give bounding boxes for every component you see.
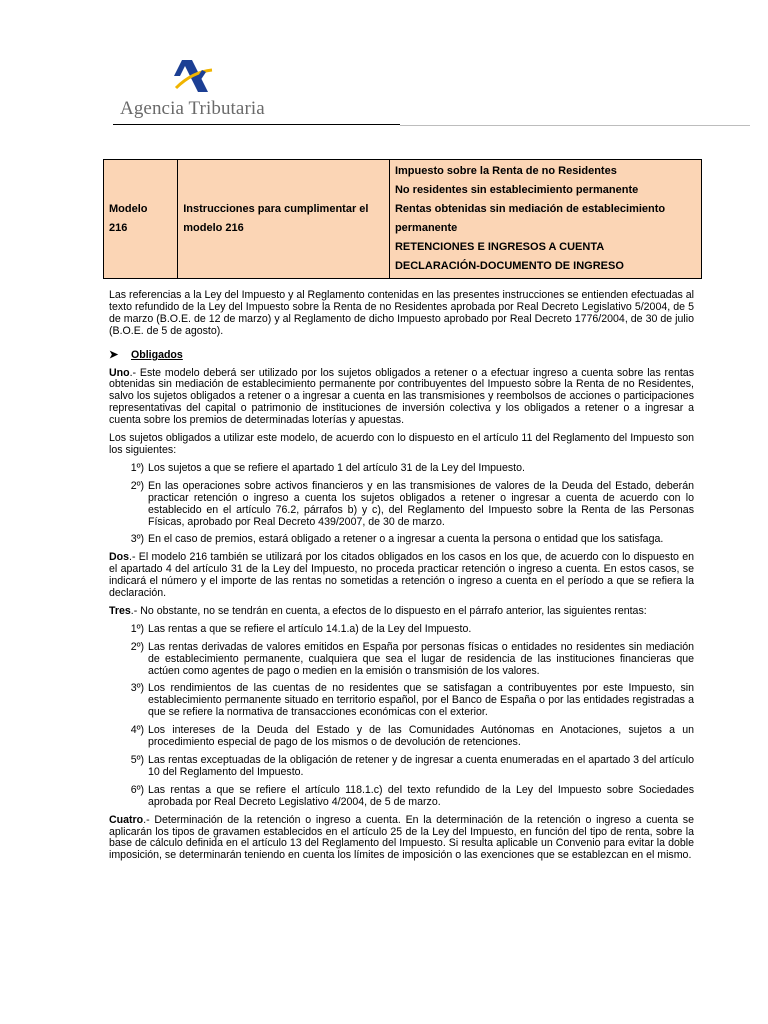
intro-paragraph: Las referencias a la Ley del Impuesto y al Reglamento contenidas en las presentes instrucciones se entienden efectuadas al texto refundido de la Ley del Impuesto sobre la Renta de no Residentes aprobada por Real Decreto Legislativo 5/2004, de 5 de marzo (B.O.E. de 12 de marzo) y al Reglamento de dicho Impuesto aprobado por Real Decreto 1776/2004, de 30 de julio (B.O.E. de 5 de agosto). (109, 289, 694, 337)
model-cell: Modelo 216 (104, 160, 178, 279)
header-rule (113, 124, 400, 125)
paragraph-uno-2: Los sujetos obligados a utilizar este modelo, de acuerdo con lo dispuesto en el artículo 11 del Reglamento del Impuesto son los siguientes: (109, 432, 694, 456)
paragraph-tres: Tres.- No obstante, no se tendrán en cuenta, a efectos de lo dispuesto en el párrafo anterior, las siguientes rentas: (109, 604, 647, 617)
list-item: 2º) En las operaciones sobre activos financieros y en las transmisiones de valores de la Deuda del Estado, deberán practicar retención o ingreso a cuenta los sujetos obligados a retener o ingresar a cuenta de acuerdo con lo establecido en el artículo 76.2, párrafos b) y c), del Reglamento del Impuesto sobre la Renta de las Personas Físicas, aprobado por Real Decreto 439/2007, de 30 de marzo. (130, 479, 694, 528)
list-item: 1º) Los sujetos a que se refiere el apartado 1 del artículo 31 de la Ley del Impuesto. (130, 461, 525, 474)
list-item: 3º) Los rendimientos de las cuentas de no residentes que se satisfagan a contribuyentes por este Impuesto, sin establecimiento permanente situado en territorio español, por el Banco de España o por las entidades registradas a que se refiere la normativa de transacciones económicas con el exterior. (130, 682, 694, 719)
arrow-bullet-icon: ➤ (109, 348, 119, 361)
tax-description-cell: Impuesto sobre la Renta de no Residentes No residentes sin establecimiento permanente Rentas obtenidas sin mediación de establecimiento permanente RETENCIONES E INGRESOS A CUENTA DECLARACIÓN-DOCUMENTO DE INGRESO (389, 160, 701, 279)
document-body (109, 290, 694, 868)
paragraph-uno: Uno.- Este modelo deberá ser utilizado por los sujetos obligados a retener o a efectuar ingreso a cuenta sobre las rentas obtenidas sin mediación de establecimiento permanente por contribuyentes del Impuesto sobre la Renta de no Residentes, salvo los sujetos obligados a retener o a ingresar a cuenta en las transmisiones y reembolsos de acciones o participaciones representativas del capital o patrimonio de instituciones de inversión colectiva y los obligados a retener o a ingresar a cuenta sobre los premios de determinadas loterías y apuestas. (109, 366, 694, 427)
list-item: 4º) Los intereses de la Deuda del Estado y de las Comunidades Autónomas en Anotaciones, sujetos a un procedimiento especial de pago de los mismos o de devolución de retenciones. (130, 724, 694, 749)
paragraph-dos: Dos.- El modelo 216 también se utilizará por los citados obligados en los casos en los que, de acuerdo con lo dispuesto en el apartado 4 del artículo 31 de la Ley del Impuesto, no proceda practicar retención o ingreso a cuenta. En estos casos, se indicará el número y el importe de las rentas no sometidas a retención o ingreso a cuenta en el período a que se refiera la declaración. (109, 551, 694, 600)
header-rule-light (400, 125, 750, 126)
list-item: 5º) Las rentas exceptuadas de la obligación de retener y de ingresar a cuenta enumeradas en el apartado 3 del artículo 10 del Reglamento del Impuesto. (130, 754, 694, 778)
model-header-table (103, 159, 702, 279)
agencia-tributaria-emblem-icon (172, 58, 218, 94)
instructions-cell: Instrucciones para cumplimentar el modelo 216 (178, 160, 390, 279)
agencia-tributaria-logo (120, 58, 280, 124)
list-item: 6º) Las rentas a que se refiere el artículo 118.1.c) del texto refundido de la Ley del Impuesto sobre Sociedades aprobada por Real Decreto Legislativo 4/2004, de 5 de marzo. (130, 783, 694, 808)
list-item: 3º) En el caso de premios, estará obligado a retener o a ingresar a cuenta la persona o entidad que los satisfaga. (130, 533, 664, 546)
section-heading-obligados (109, 350, 694, 362)
logo-text: Agencia Tributaria (120, 98, 265, 119)
list-item: 1º) Las rentas a que se refiere el artículo 14.1.a) de la Ley del Impuesto. (130, 622, 472, 635)
paragraph-cuatro: Cuatro.- Determinación de la retención o ingreso a cuenta. En la determinación de la retención o ingreso a cuenta se aplicarán los tipos de gravamen establecidos en el artículo 25 de la Ley del Impuesto, en función del tipo de renta, sobre la base de cálculo definida en el artículo 13 del Reglamento del Impuesto. Si resulta aplicable un Convenio para evitar la doble imposición, se determinarán teniendo en cuenta los límites de imposición o las exenciones que se establezcan en el mismo. (109, 813, 694, 862)
section-title: Obligados (131, 348, 183, 361)
list-item: 2º) Las rentas derivadas de valores emitidos en España por personas físicas o entidades no residentes sin mediación de establecimiento permanente, cualquiera que sea el lugar de residencia de las instituciones financieras que actúen como agentes de pago o medien en la emisión o transmisión de los valores. (130, 640, 694, 677)
